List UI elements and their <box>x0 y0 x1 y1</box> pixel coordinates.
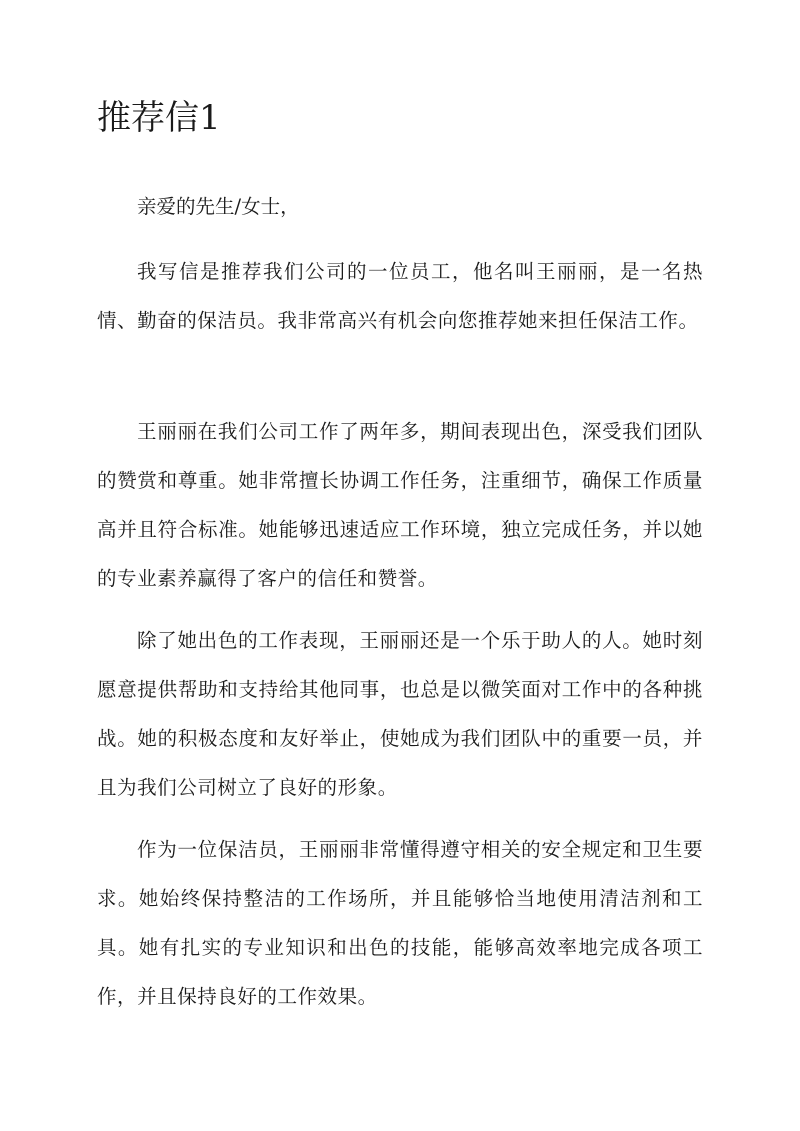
paragraph-safety-and-skills: 作为一位保洁员，王丽丽非常懂得遵守相关的安全规定和卫生要求。她始终保持整洁的工作场所，并且能够恰当地使用清洁剂和工具。她有扎实的专业知识和出色的技能，能够高效率地完成各项工作，并且保持良好的工作效果。 <box>97 838 703 1008</box>
paragraph-work-performance: 王丽丽在我们公司工作了两年多，期间表现出色，深受我们团队的赞赏和尊重。她非常擅长协调工作任务，注重细节，确保工作质量高并且符合标准。她能够迅速适应工作环境，独立完成任务，并以她的专业素养赢得了客户的信任和赞誉。 <box>97 420 703 590</box>
document-title: 推荐信1 <box>97 98 221 138</box>
paragraph-recommendation-intro: 我写信是推荐我们公司的一位员工，他名叫王丽丽，是一名热情、勤奋的保洁员。我非常高兴有机会向您推荐她来担任保洁工作。 <box>97 260 703 332</box>
salutation: 亲爱的先生/女士， <box>137 195 300 218</box>
paragraph-helpfulness: 除了她出色的工作表现，王丽丽还是一个乐于助人的人。她时刻愿意提供帮助和支持给其他同事，也总是以微笑面对工作中的各种挑战。她的积极态度和友好举止，使她成为我们团队中的重要一员，并且为我们公司树立了良好的形象。 <box>97 629 703 799</box>
